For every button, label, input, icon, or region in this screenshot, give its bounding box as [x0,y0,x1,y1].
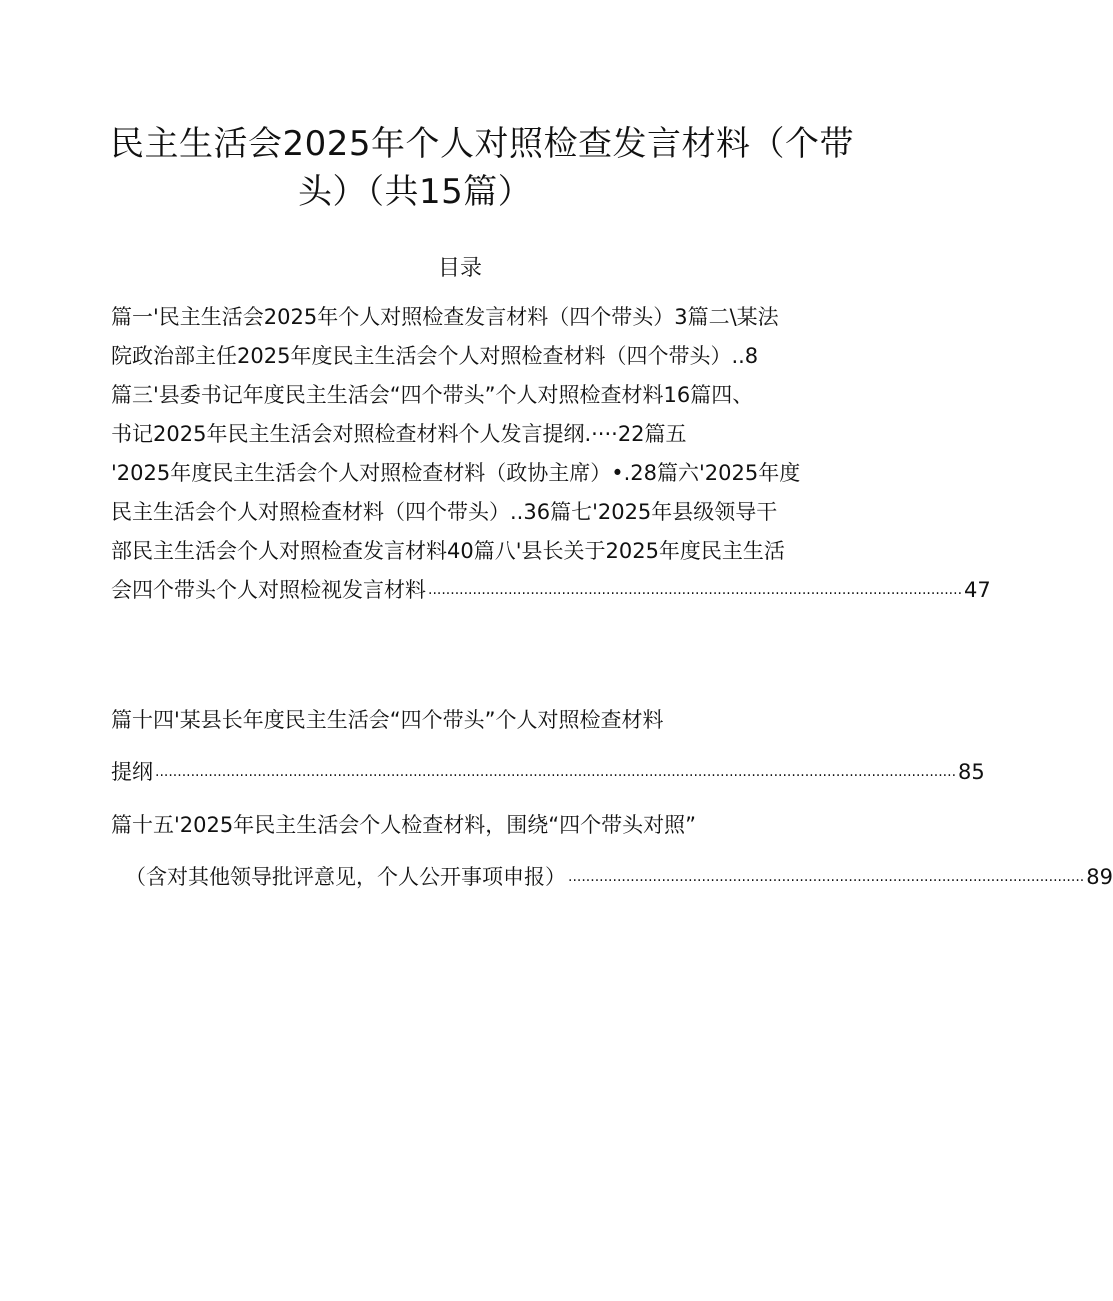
title-line-1: 民主生活会2025年个人对照检查发言材料（个带 [110,124,855,164]
entry-tail [111,862,1113,892]
entry-page-number: 85 [958,760,985,784]
toc-line[interactable]: 篇一'民主生活会2025年个人对照检查发言材料（四个带头）3篇二\某法 [111,305,779,329]
document-title [110,120,855,216]
toc-line-last[interactable] [111,571,991,610]
entry-tail [111,757,985,787]
toc-line[interactable]: 篇三'县委书记年度民主生活会“四个带头”个人对照检查材料16篇四、 [111,383,754,407]
toc-line[interactable]: 民主生活会个人对照检查材料（四个带头）..36篇七'2025年县级领导干 [111,500,778,524]
toc-line[interactable]: 院政治部主任2025年度民主生活会个人对照检查材料（四个带头）..8 [111,344,759,368]
title-line-2: 头）（共15篇） [298,172,533,212]
toc-leader-dots: ........................................................................................................................ [428,582,963,598]
entry-leader-dots: .................................................................................................................... [568,869,1085,885]
toc-entry-15[interactable] [111,810,1113,892]
toc-line[interactable]: '2025年度民主生活会个人对照检查材料（政协主席）•.28篇六'2025年度 [111,461,801,485]
toc-entry-14[interactable] [111,705,985,787]
entry-page-number: 89 [1086,865,1113,889]
entry-heading: 篇十五'2025年民主生活会个人检查材料，围绕“四个带头对照” [111,813,696,837]
toc-line[interactable]: 书记2025年民主生活会对照检查材料个人发言提纲.····22篇五 [111,422,687,446]
toc-line[interactable]: 部民主生活会个人对照检查发言材料40篇八'县长关于2025年度民主生活 [111,539,785,563]
entry-heading: 篇十四'某县长年度民主生活会“四个带头”个人对照检查材料 [111,708,664,732]
entry-leader-dots: .................................................................................................................................................................................... [155,764,957,780]
entry-tail-text: 提纲 [111,760,153,784]
toc-block [111,298,991,610]
toc-page-number: 47 [964,578,991,602]
entry-tail-text: （含对其他领导批评意见，个人公开事项申报） [125,865,566,889]
toc-last-text: 会四个带头个人对照检视发言材料 [111,578,426,602]
toc-heading: 目录 [437,256,482,281]
